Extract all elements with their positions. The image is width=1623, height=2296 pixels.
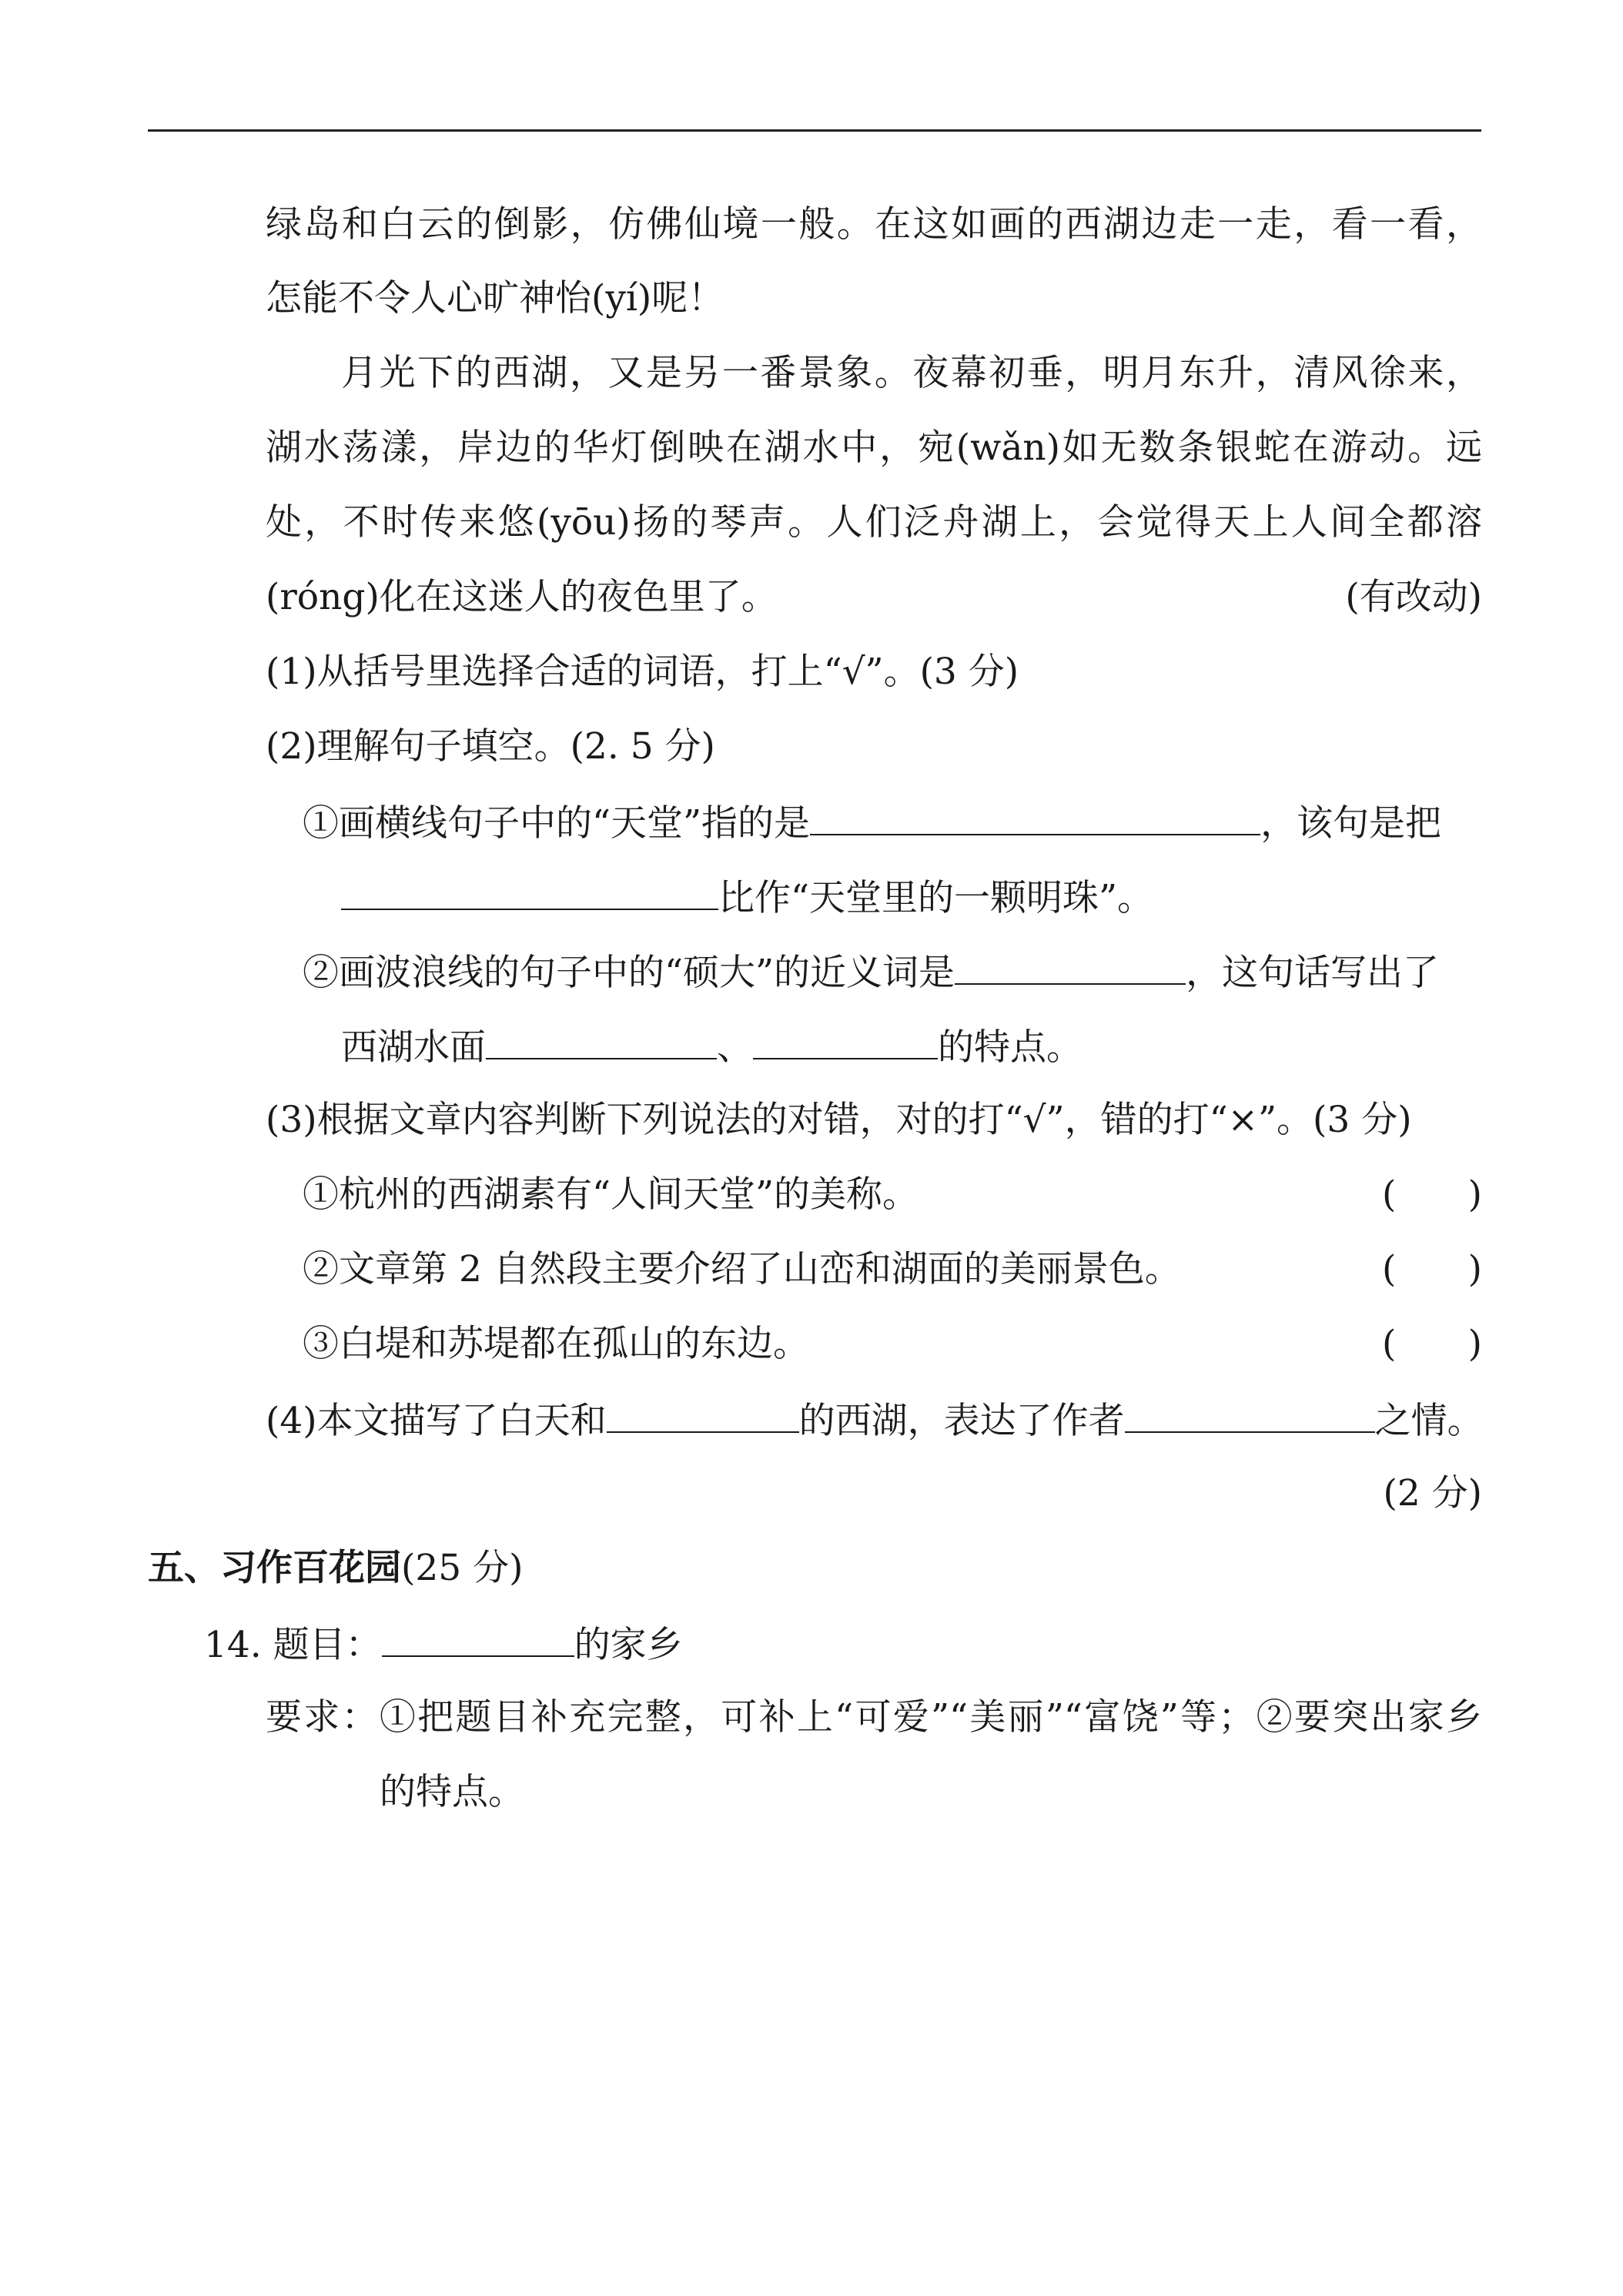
answer-blank[interactable] xyxy=(753,1022,938,1059)
question-2-2-text: ②画波浪线的句子中的“硕大”的近义词是 xyxy=(303,952,955,994)
statement-3: ③白堤和苏堤都在孤山的东边。 xyxy=(303,1323,809,1365)
question-4 xyxy=(266,1396,1484,1444)
question-2-1-cont xyxy=(341,873,1153,922)
section-heading xyxy=(148,1545,523,1591)
title-blank[interactable] xyxy=(382,1620,574,1657)
passage-line: 湖水荡漾，岸边的华灯倒映在湖水中，宛(wǎn)如无数条银蛇在游动。远 xyxy=(266,427,1482,469)
paren-open: ( xyxy=(1382,1173,1397,1216)
answer-parens[interactable] xyxy=(1382,1321,1482,1367)
question-2-1-text: ，该句是把 xyxy=(1260,802,1442,845)
answer-blank[interactable] xyxy=(607,1396,799,1433)
question-1: (1)从括号里选择合适的词语，打上“√”。(3 分) xyxy=(266,651,1019,693)
question-2-2 xyxy=(303,948,1439,996)
question-2-2-text: 的特点。 xyxy=(938,1026,1083,1069)
section-title: 五、习作百花园 xyxy=(148,1547,401,1589)
paren-open: ( xyxy=(1382,1323,1397,1365)
passage-line: 月光下的西湖，又是另一番景象。夜幕初垂，明月东升，清风徐来， xyxy=(341,352,1482,394)
paren-close: ) xyxy=(1467,1173,1482,1216)
requirement-line: 要求：①把题目补充完整，可补上“可爱”“美丽”“富饶”等；②要突出家乡 xyxy=(266,1696,1482,1739)
answer-blank[interactable] xyxy=(341,873,718,910)
paren-open: ( xyxy=(1382,1248,1397,1290)
question-2-2-text: 西湖水面 xyxy=(341,1026,486,1069)
question-4-text: 之情。 xyxy=(1374,1400,1484,1442)
answer-blank[interactable] xyxy=(810,798,1260,835)
statement-1: ①杭州的西湖素有“人间天堂”的美称。 xyxy=(303,1173,919,1216)
answer-blank[interactable] xyxy=(486,1022,717,1059)
question-2: (2)理解句子填空。(2. 5 分) xyxy=(266,725,715,768)
answer-blank[interactable] xyxy=(1125,1396,1375,1433)
question-2-2-text: ，这句话写出了 xyxy=(1186,952,1440,994)
source-note: (有改动) xyxy=(1345,576,1482,618)
statement-2: ②文章第 2 自然段主要介绍了山峦和湖面的美丽景色。 xyxy=(303,1248,1181,1290)
question-2-1-text: ①画横线句子中的“天堂”指的是 xyxy=(303,802,811,845)
answer-blank[interactable] xyxy=(955,948,1186,985)
answer-parens[interactable] xyxy=(1382,1247,1482,1293)
paren-close: ) xyxy=(1467,1248,1482,1290)
question-2-2-cont xyxy=(341,1022,1083,1071)
requirement-line: 的特点。 xyxy=(380,1771,524,1813)
question-14 xyxy=(204,1620,683,1668)
question-3: (3)根据文章内容判断下列说法的对错，对的打“√”，错的打“×”。(3 分) xyxy=(266,1099,1412,1141)
question-2-1 xyxy=(303,798,1441,847)
paren-close: ) xyxy=(1467,1323,1482,1365)
question-2-2-text: 、 xyxy=(717,1026,753,1069)
section-score: (25 分) xyxy=(401,1547,524,1589)
answer-parens[interactable] xyxy=(1382,1172,1482,1218)
question-14-text: 的家乡 xyxy=(574,1624,683,1666)
question-14-label: 14. 题目： xyxy=(204,1624,382,1666)
header-rule xyxy=(148,129,1481,132)
question-2-1-text: 比作“天堂里的一颗明珠”。 xyxy=(718,877,1154,919)
question-4-text: (4)本文描写了白天和 xyxy=(266,1400,607,1442)
passage-line: (róng)化在这迷人的夜色里了。 xyxy=(266,576,778,618)
passage-line: 处，不时传来悠(yōu)扬的琴声。人们泛舟湖上，会觉得天上人间全都溶 xyxy=(266,501,1482,544)
passage-line: 怎能不令人心旷神怡(yí)呢！ xyxy=(266,277,724,320)
passage-line: 绿岛和白云的倒影，仿佛仙境一般。在这如画的西湖边走一走，看一看， xyxy=(266,203,1482,246)
question-4-score: (2 分) xyxy=(1383,1472,1482,1514)
question-4-text: 的西湖，表达了作者 xyxy=(798,1400,1125,1442)
